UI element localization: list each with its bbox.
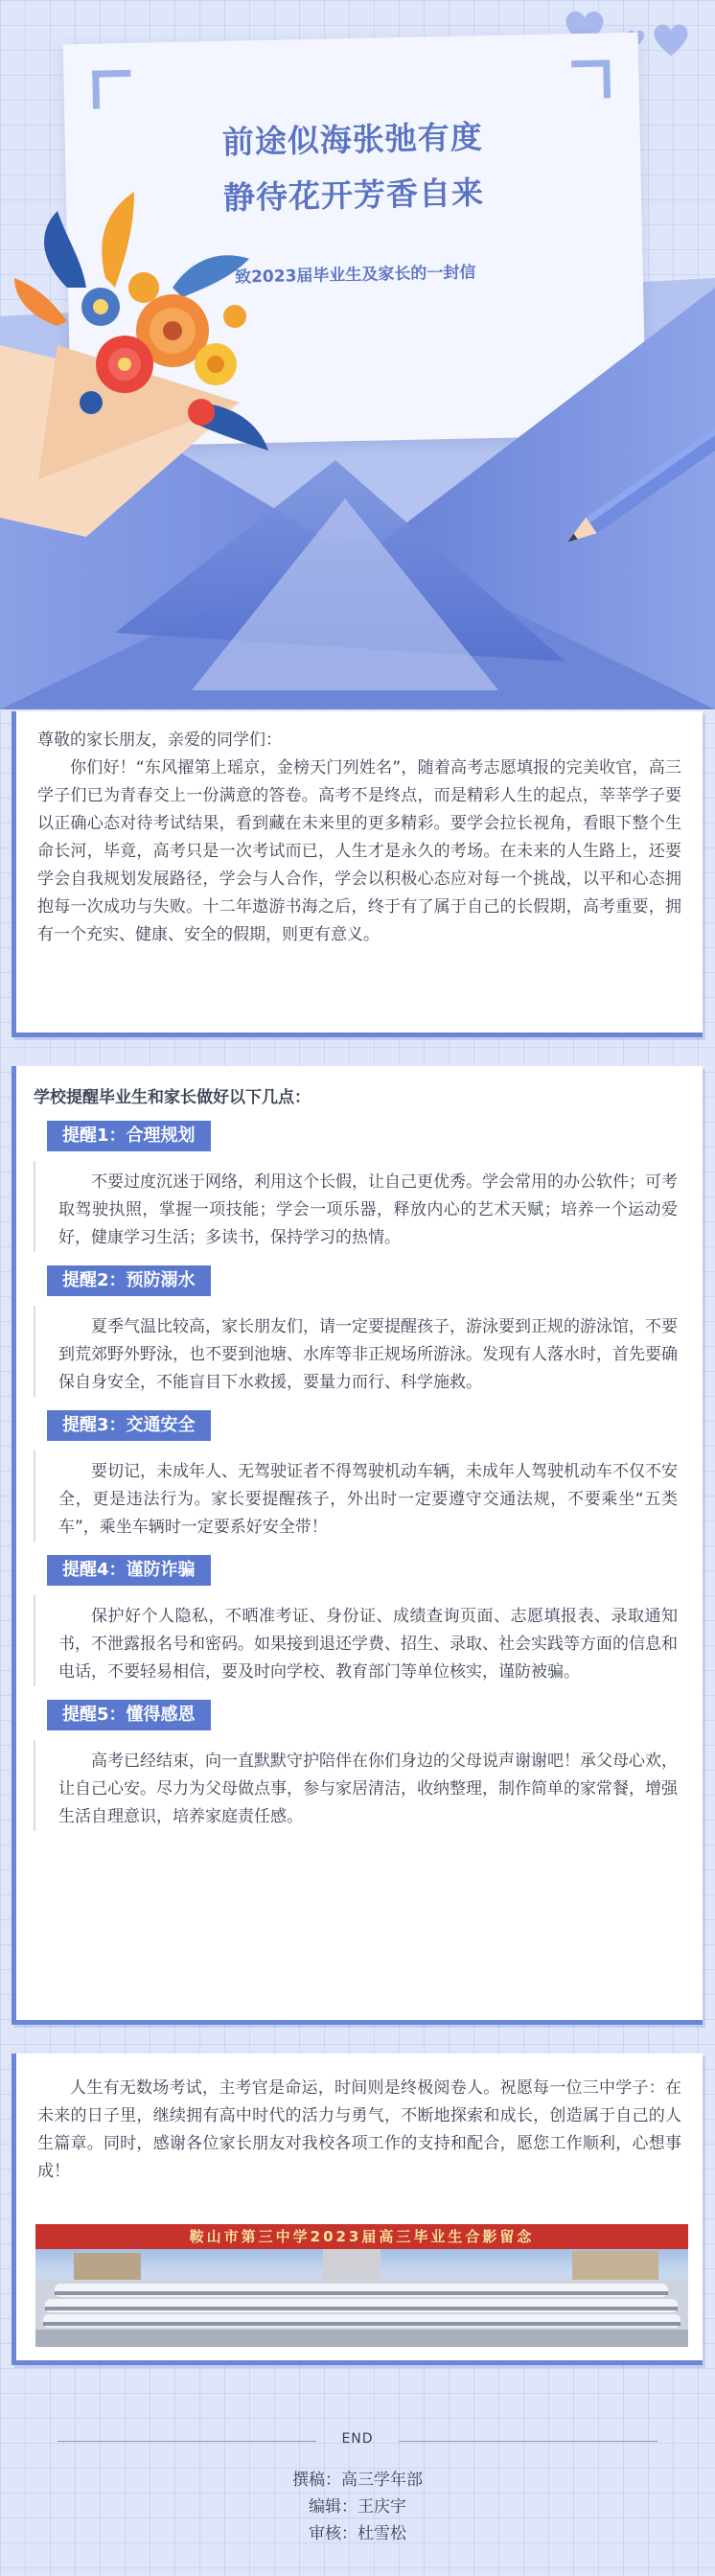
reminder-item — [34, 1555, 683, 1686]
reminder-text: 不要过度沉迷于网络，利用这个长假，让自己更优秀。学会常用的办公软件；可考取驾驶执照，掌握一项技能；学会一项乐器，释放内心的艺术天赋；培养一个运动爱好，健康学习生活；多读书，保持学习的热情。 — [58, 1172, 678, 1247]
credit-writer: 撰稿：高三学年部 — [292, 2471, 423, 2490]
reminder-text: 高考已经结束，向一直默默守护陪伴在你们身边的父母说声谢谢吧！承父母心欢，让自己心安。尽力为父母做点事，参与家居清洁，收纳整理，制作简单的家常餐，增强生活自理意识，培养家庭责任感。 — [58, 1752, 678, 1826]
reminder-label: 提醒1：合理规划 — [47, 1121, 211, 1151]
envelope-front-illustration — [0, 0, 715, 709]
reminder-item — [34, 1121, 683, 1252]
reminder-label: 提醒5：懂得感恩 — [47, 1700, 211, 1730]
letter-greeting: 尊敬的家长朋友，亲爱的同学们： — [37, 731, 282, 750]
letter-body: 你们好！“东风擢第上瑶京，金榜天门列姓名”，随着高考志愿填报的完美收官，高三学子们已为青春交上一份满意的答卷。高考不是终点，而是精彩人生的起点，莘莘学子要以正确心态对待考试结果，看到藏在未来里的更多精彩。要学会拉长视角，看眼下整个生命长河，毕竟，高考只是一次考试而已，人生才是永久的考场。在未来的人生路上，还要学会自我规划发展路径，学会与人合作，学会以积极心态应对每一个挑战，以平和心态拥抱每一次成功与失败。十二年遨游书海之后，终于有了属于自己的长假期，高考重要，拥有一个充实、健康、安全的假期，则更有意义。 — [37, 758, 681, 944]
page-title-line-2: 静待花开芳香自来 — [222, 174, 485, 217]
closing-card — [12, 2054, 703, 2365]
reminder-item — [34, 1700, 683, 1831]
photo-banner: 鞍山市第三中学2023届高三毕业生合影留念 — [35, 2224, 688, 2249]
reminder-item — [34, 1410, 683, 1542]
reminder-text: 夏季气温比较高，家长朋友们，请一定要提醒孩子，游泳要到正规的游泳馆，不要到荒郊野外野泳，也不要到池塘、水库等非正规场所游泳。发现有人落水时，首先要确保自身安全，不能盲目下水救援，要量力而行、科学施救。 — [58, 1317, 678, 1392]
reminder-label: 提醒4：谨防诈骗 — [47, 1555, 211, 1586]
graduation-group-photo — [35, 2224, 688, 2347]
end-marker: END — [341, 2431, 374, 2447]
credit-reviewer: 审核：杜雪松 — [309, 2524, 406, 2543]
page-subtitle: 致2023届毕业生及家长的一封信 — [234, 263, 476, 288]
reminders-heading: 学校提醒毕业生和家长做好以下几点： — [34, 1088, 311, 1107]
reminder-label: 提醒2：预防溺水 — [47, 1265, 211, 1296]
reminder-label: 提醒3：交通安全 — [47, 1410, 211, 1441]
letter-card — [12, 711, 703, 1037]
reminders-card — [12, 1066, 703, 2025]
page-title-line-1: 前途似海张弛有度 — [221, 118, 484, 161]
reminder-text: 保护好个人隐私，不晒准考证、身份证、成绩查询页面、志愿填报表、录取通知书，不泄露报名号和密码。如果接到退还学费、招生、录取、社会实践等方面的信息和电话，不要轻易相信，要及时向学校、教育部门等单位核实，谨防被骗。 — [58, 1607, 678, 1682]
closing-text: 人生有无数场考试，主考官是命运，时间则是终极阅卷人。祝愿每一位三中学子：在未来的日子里，继续拥有高中时代的活力与勇气，不断地探索和成长，创造属于自己的人生篇章。同时，感谢各位家长朋友对我校各项工作的支持和配合，愿您工作顺利，心想事成！ — [37, 2078, 681, 2181]
header-banner — [0, 0, 715, 709]
credit-editor: 编辑：王庆宇 — [309, 2497, 406, 2517]
reminder-text: 要切记，未成年人、无驾驶证者不得驾驶机动车辆，未成年人驾驶机动车不仅不安全，更是违法行为。家长要提醒孩子，外出时一定要遵守交通法规，不要乘坐“五类车”，乘坐车辆时一定要系好安全带！ — [58, 1462, 678, 1537]
reminder-item — [34, 1265, 683, 1397]
